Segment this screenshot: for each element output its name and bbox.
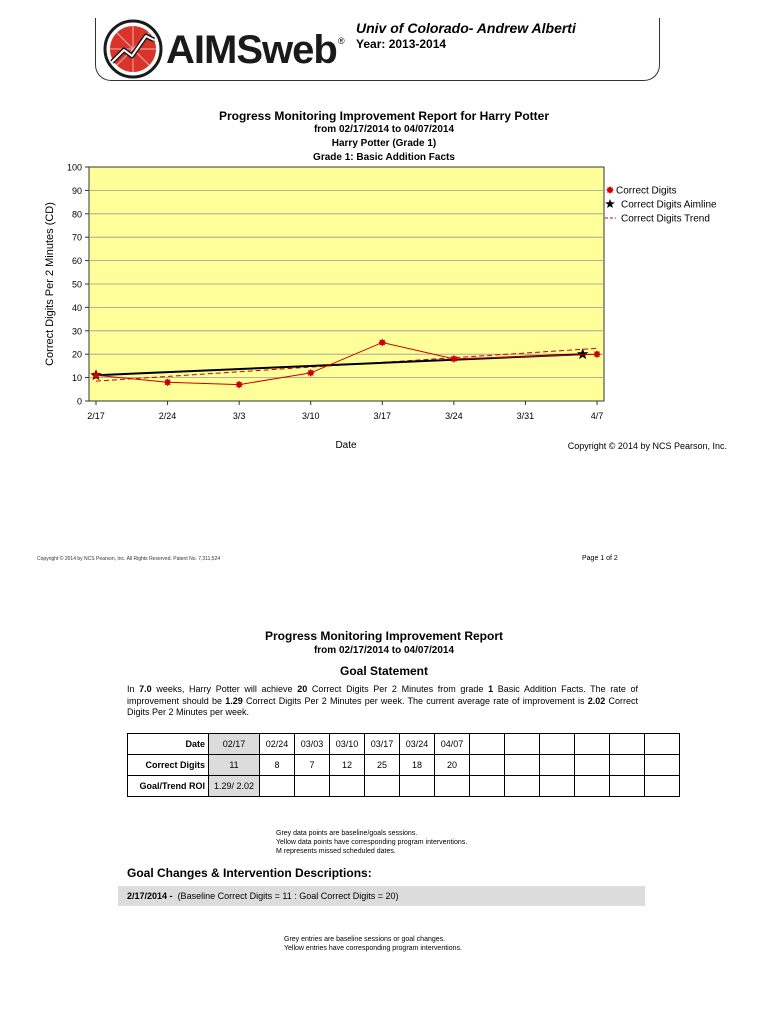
table-cell bbox=[645, 755, 680, 776]
goal-statement-heading: Goal Statement bbox=[339, 664, 429, 678]
table-cell: 03/10 bbox=[330, 734, 365, 755]
y-tick-label: 90 bbox=[71, 185, 82, 196]
chart-student: Harry Potter (Grade 1) bbox=[331, 138, 437, 149]
table-cell bbox=[470, 734, 505, 755]
row-label: Correct Digits bbox=[128, 755, 209, 776]
table-cell: 7 bbox=[295, 755, 330, 776]
table-legend-notes bbox=[276, 829, 467, 856]
table-cell bbox=[505, 734, 540, 755]
logo-text: AIMSweb bbox=[166, 28, 337, 72]
goal-statement: In 7.0 weeks, Harry Potter will achieve 20 Correct Digits Per 2 Minutes from grade 1 Basic Addition Facts. The rate of improvement should be 1.29 Correct Digits Per 2 Minutes per week. The current average rate of improvement is 2.02 Correct Digits Per 2 Minutes per week. bbox=[127, 684, 638, 717]
chart-legend bbox=[605, 186, 717, 225]
x-tick-label: 3/31 bbox=[516, 411, 535, 421]
table-cell: 03/17 bbox=[365, 734, 400, 755]
row-label: Goal/Trend ROI bbox=[128, 776, 209, 797]
table-row bbox=[128, 776, 680, 797]
table-cell bbox=[540, 755, 575, 776]
x-tick-label: 3/3 bbox=[232, 411, 246, 421]
y-tick-label: 0 bbox=[76, 396, 82, 407]
goal-changes-heading: Goal Changes & Intervention Descriptions: bbox=[127, 866, 372, 880]
entry-legend-notes bbox=[284, 935, 462, 953]
x-tick-label: 3/10 bbox=[301, 411, 320, 421]
score-table bbox=[127, 733, 680, 797]
note-line: Grey entries are baseline sessions or goal changes. bbox=[284, 936, 446, 943]
report-title: Progress Monitoring Improvement Report bbox=[264, 629, 504, 643]
legend-marker-aimline bbox=[605, 199, 615, 208]
note-line: Yellow entries have corresponding program interventions. bbox=[284, 945, 462, 952]
x-axis-label: Date bbox=[335, 440, 357, 451]
y-tick-label: 80 bbox=[71, 209, 82, 220]
legend-label: Correct Digits Aimline bbox=[621, 199, 717, 211]
chart-copyright: Copyright © 2014 by NCS Pearson, Inc. bbox=[567, 441, 727, 451]
organization-name: Univ of Colorado- Andrew Alberti bbox=[356, 20, 576, 36]
logo-registered-mark: ® bbox=[338, 36, 345, 46]
table-cell bbox=[575, 755, 610, 776]
x-tick-label: 4/7 bbox=[590, 411, 604, 421]
table-cell: 8 bbox=[260, 755, 295, 776]
table-row bbox=[128, 755, 680, 776]
y-tick-label: 20 bbox=[71, 349, 82, 360]
legend-marker-correct-digits bbox=[606, 186, 614, 194]
y-axis-label: Correct Digits Per 2 Minutes (CD) bbox=[44, 202, 56, 366]
table-cell: 1.29/ 2.02 bbox=[209, 776, 260, 797]
table-cell: 04/07 bbox=[435, 734, 470, 755]
x-tick-label: 3/24 bbox=[445, 411, 463, 421]
table-cell bbox=[575, 734, 610, 755]
legend-label: Correct Digits Trend bbox=[621, 213, 710, 225]
table-cell: 03/03 bbox=[295, 734, 330, 755]
table-cell: 20 bbox=[435, 755, 470, 776]
page-number: Page 1 of 2 bbox=[582, 555, 618, 562]
report-date-range: from 02/17/2014 to 04/07/2014 bbox=[313, 645, 455, 656]
x-tick-label: 3/17 bbox=[373, 411, 392, 421]
table-cell: 11 bbox=[209, 755, 260, 776]
note-line: M represents missed scheduled dates. bbox=[276, 848, 396, 855]
table-row bbox=[128, 734, 680, 755]
school-year: Year: 2013-2014 bbox=[356, 37, 447, 51]
aimsweb-logo-icon bbox=[100, 18, 166, 80]
y-tick-labels bbox=[67, 163, 82, 407]
chart-date-range: from 02/17/2014 to 04/07/2014 bbox=[313, 124, 455, 135]
table-cell: 18 bbox=[400, 755, 435, 776]
progress-chart bbox=[0, 150, 768, 455]
table-cell bbox=[645, 734, 680, 755]
table-cell: 02/24 bbox=[260, 734, 295, 755]
x-tick-label: 2/24 bbox=[158, 411, 177, 421]
row-label: Date bbox=[128, 734, 209, 755]
table-cell bbox=[540, 734, 575, 755]
y-tick-label: 30 bbox=[71, 326, 82, 337]
page1-copyright: Copyright © 2014 by NCS Pearson, Inc. All Rights Reserved. Patent No. 7,311,524 bbox=[37, 556, 221, 562]
y-tick-label: 10 bbox=[71, 373, 82, 384]
y-tick-label: 100 bbox=[66, 162, 82, 173]
y-tick-label: 40 bbox=[71, 302, 82, 313]
table-cell: 03/24 bbox=[400, 734, 435, 755]
table-cell: 12 bbox=[330, 755, 365, 776]
y-tick-label: 60 bbox=[71, 256, 82, 267]
x-tick-labels bbox=[87, 411, 603, 421]
y-tick-label: 50 bbox=[71, 279, 82, 290]
y-tick-label: 70 bbox=[71, 232, 82, 243]
table-cell bbox=[610, 734, 645, 755]
legend-label: Correct Digits bbox=[616, 185, 677, 197]
x-tick-label: 2/17 bbox=[87, 411, 105, 421]
table-cell bbox=[610, 755, 645, 776]
chart-measure: Grade 1: Basic Addition Facts bbox=[313, 152, 455, 163]
table-cell bbox=[470, 755, 505, 776]
table-cell bbox=[505, 755, 540, 776]
table-cell: 25 bbox=[365, 755, 400, 776]
chart-title: Progress Monitoring Improvement Report for Harry Potter bbox=[218, 109, 550, 123]
table-cell: 02/17 bbox=[209, 734, 260, 755]
goal-change-entry: 2/17/2014 - (Baseline Correct Digits = 11 : Goal Correct Digits = 20) bbox=[118, 886, 645, 906]
note-line: Yellow data points have corresponding program interventions. bbox=[276, 839, 468, 846]
note-line: Grey data points are baseline/goals sessions. bbox=[276, 830, 418, 837]
